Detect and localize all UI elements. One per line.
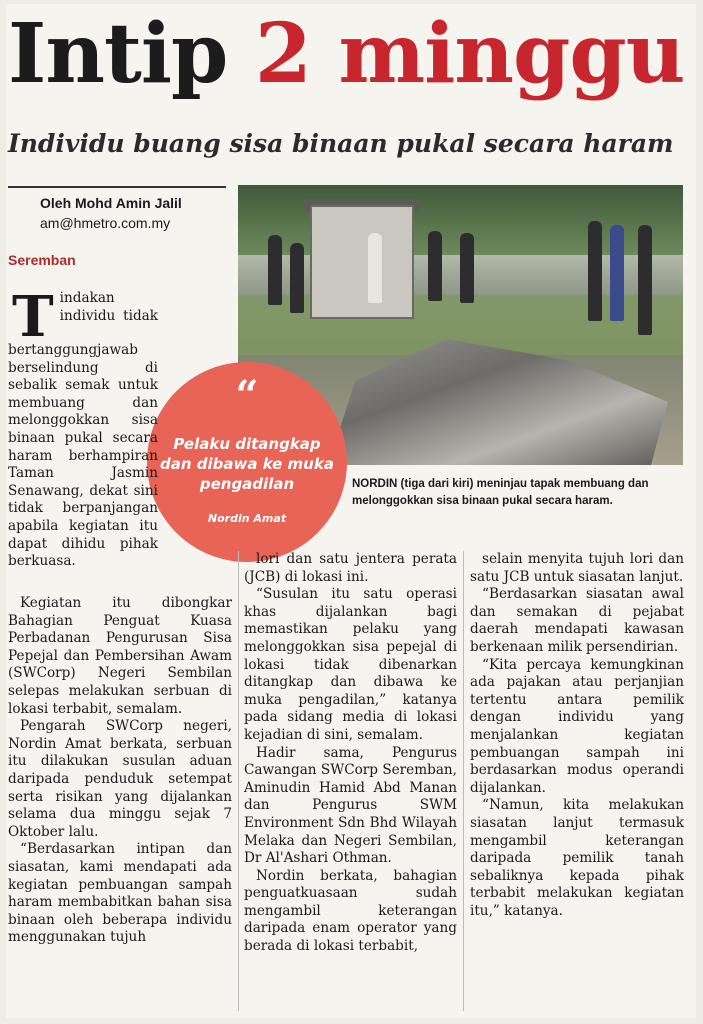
pullquote-text: Pelaku ditangkap dan dibawa ke muka pengadilan [160,435,334,493]
photo-person [610,225,624,321]
byline-author: Oleh Mohd Amin Jalil [40,195,182,211]
quote-mark: “ [235,372,259,419]
photo-caption: NORDIN (tiga dari kiri) meninjau tapak membuang dan melonggokkan sisa binaan pukal secara haram. [352,478,649,507]
byline-rule [8,186,226,188]
paragraph: “Berdasarkan intipan dan siasatan, kami mendapati ada kegiatan pembuangan sampah haram membabitkan bahan sisa binaan oleh beberapa individu menggunakan tujuh [8,841,232,946]
article-column-1 [8,595,232,947]
paragraph: lori dan satu jentera perata (JCB) di lokasi ini. [244,551,457,585]
paragraph: “Namun, kita melakukan siasatan lanjut termasuk mengambil keterangan daripada pemilik tanah sebaliknya kepada pihak terbabit melakukan kegiatan itu,” katanya. [470,797,684,919]
photo-person [428,231,442,301]
paragraph: Kegiatan itu dibongkar Bahagian Penguat Kuasa Perbadanan Pengurusan Sisa Pepejal dan Pembersihan Awam (SWCorp) Negeri Sembilan selepas melakukan serbuan di lokasi terbabit, semalam. [8,595,232,717]
photo-person [290,243,304,313]
photo-person [268,235,282,305]
dateline-location: Seremban [8,252,76,268]
photo-person [638,225,652,335]
photo-person [460,233,474,303]
byline-email: am@hmetro.com.my [40,215,171,231]
pullquote-attribution: Nordin Amat [207,512,287,525]
column-rule [238,551,239,1011]
column-rule [463,551,464,1011]
paragraph: “Berdasarkan siasatan awal dan semakan di pejabat daerah mendapati kawasan berkenaan milik persendirian. [470,586,684,655]
paragraph: Pengarah SWCorp negeri, Nordin Amat berkata, serbuan itu dilakukan susulan aduan daripada penduduk setempat serta risikan yang dijalankan selama dua minggu sejak 7 Oktober lalu. [8,718,232,840]
paragraph: Nordin berkata, bahagian penguatkuasaan sudah mengambil keterangan daripada enam operator yang berada di lokasi terbabit, [244,867,457,955]
article-column-2 [244,551,457,956]
article-column-3 [470,551,684,920]
dropcap: T [12,284,54,350]
photo-person [588,221,602,321]
headline-part1: Intip [8,6,228,102]
headline-part2: 2 minggu [254,6,685,102]
article-lead [8,284,223,571]
paragraph: “Kita percaya kemungkinan ada pajakan atau perjanjian tertentu antara pemilik dengan individu yang menjalankan kegiatan pembuangan sampah ini berdasarkan modus operandi dijalankan. [470,656,684,796]
paragraph: “Susulan itu satu operasi khas dijalankan bagi memastikan pelaku yang melonggokkan sisa pepejal di lokasi tidak dibenarkan ditangkap dan dibawa ke muka pengadilan,” katanya pada sidang media di lokasi kejadian di sini, semalam. [244,586,457,743]
paragraph: Hadir sama, Pengurus Cawangan SWCorp Seremban, Aminudin Hamid Abd Manan dan Pengurus SWM Environment Sdn Bhd Wilayah Melaka dan Negeri Sembilan, Dr Al'Ashari Othman. [244,744,457,867]
subheadline: Individu buang sisa binaan pukal secara haram [8,129,674,158]
photo-hut [310,205,414,319]
headline [8,8,688,100]
lead-paragraph: indakan individu tidak bertanggungjawab berselindung di sebalik semak untuk membuang dan melonggokkan sisa binaan pukal secara haram berhampiran Taman Jasmin Senawang, dekat sini tidak berpanjangan apabila kegiatan itu dapat dihidu pihak berkuasa. [8,290,158,570]
photo-person [368,233,382,303]
paragraph: selain menyita tujuh lori dan satu JCB untuk siasatan lanjut. [470,551,684,585]
byline [40,193,240,233]
